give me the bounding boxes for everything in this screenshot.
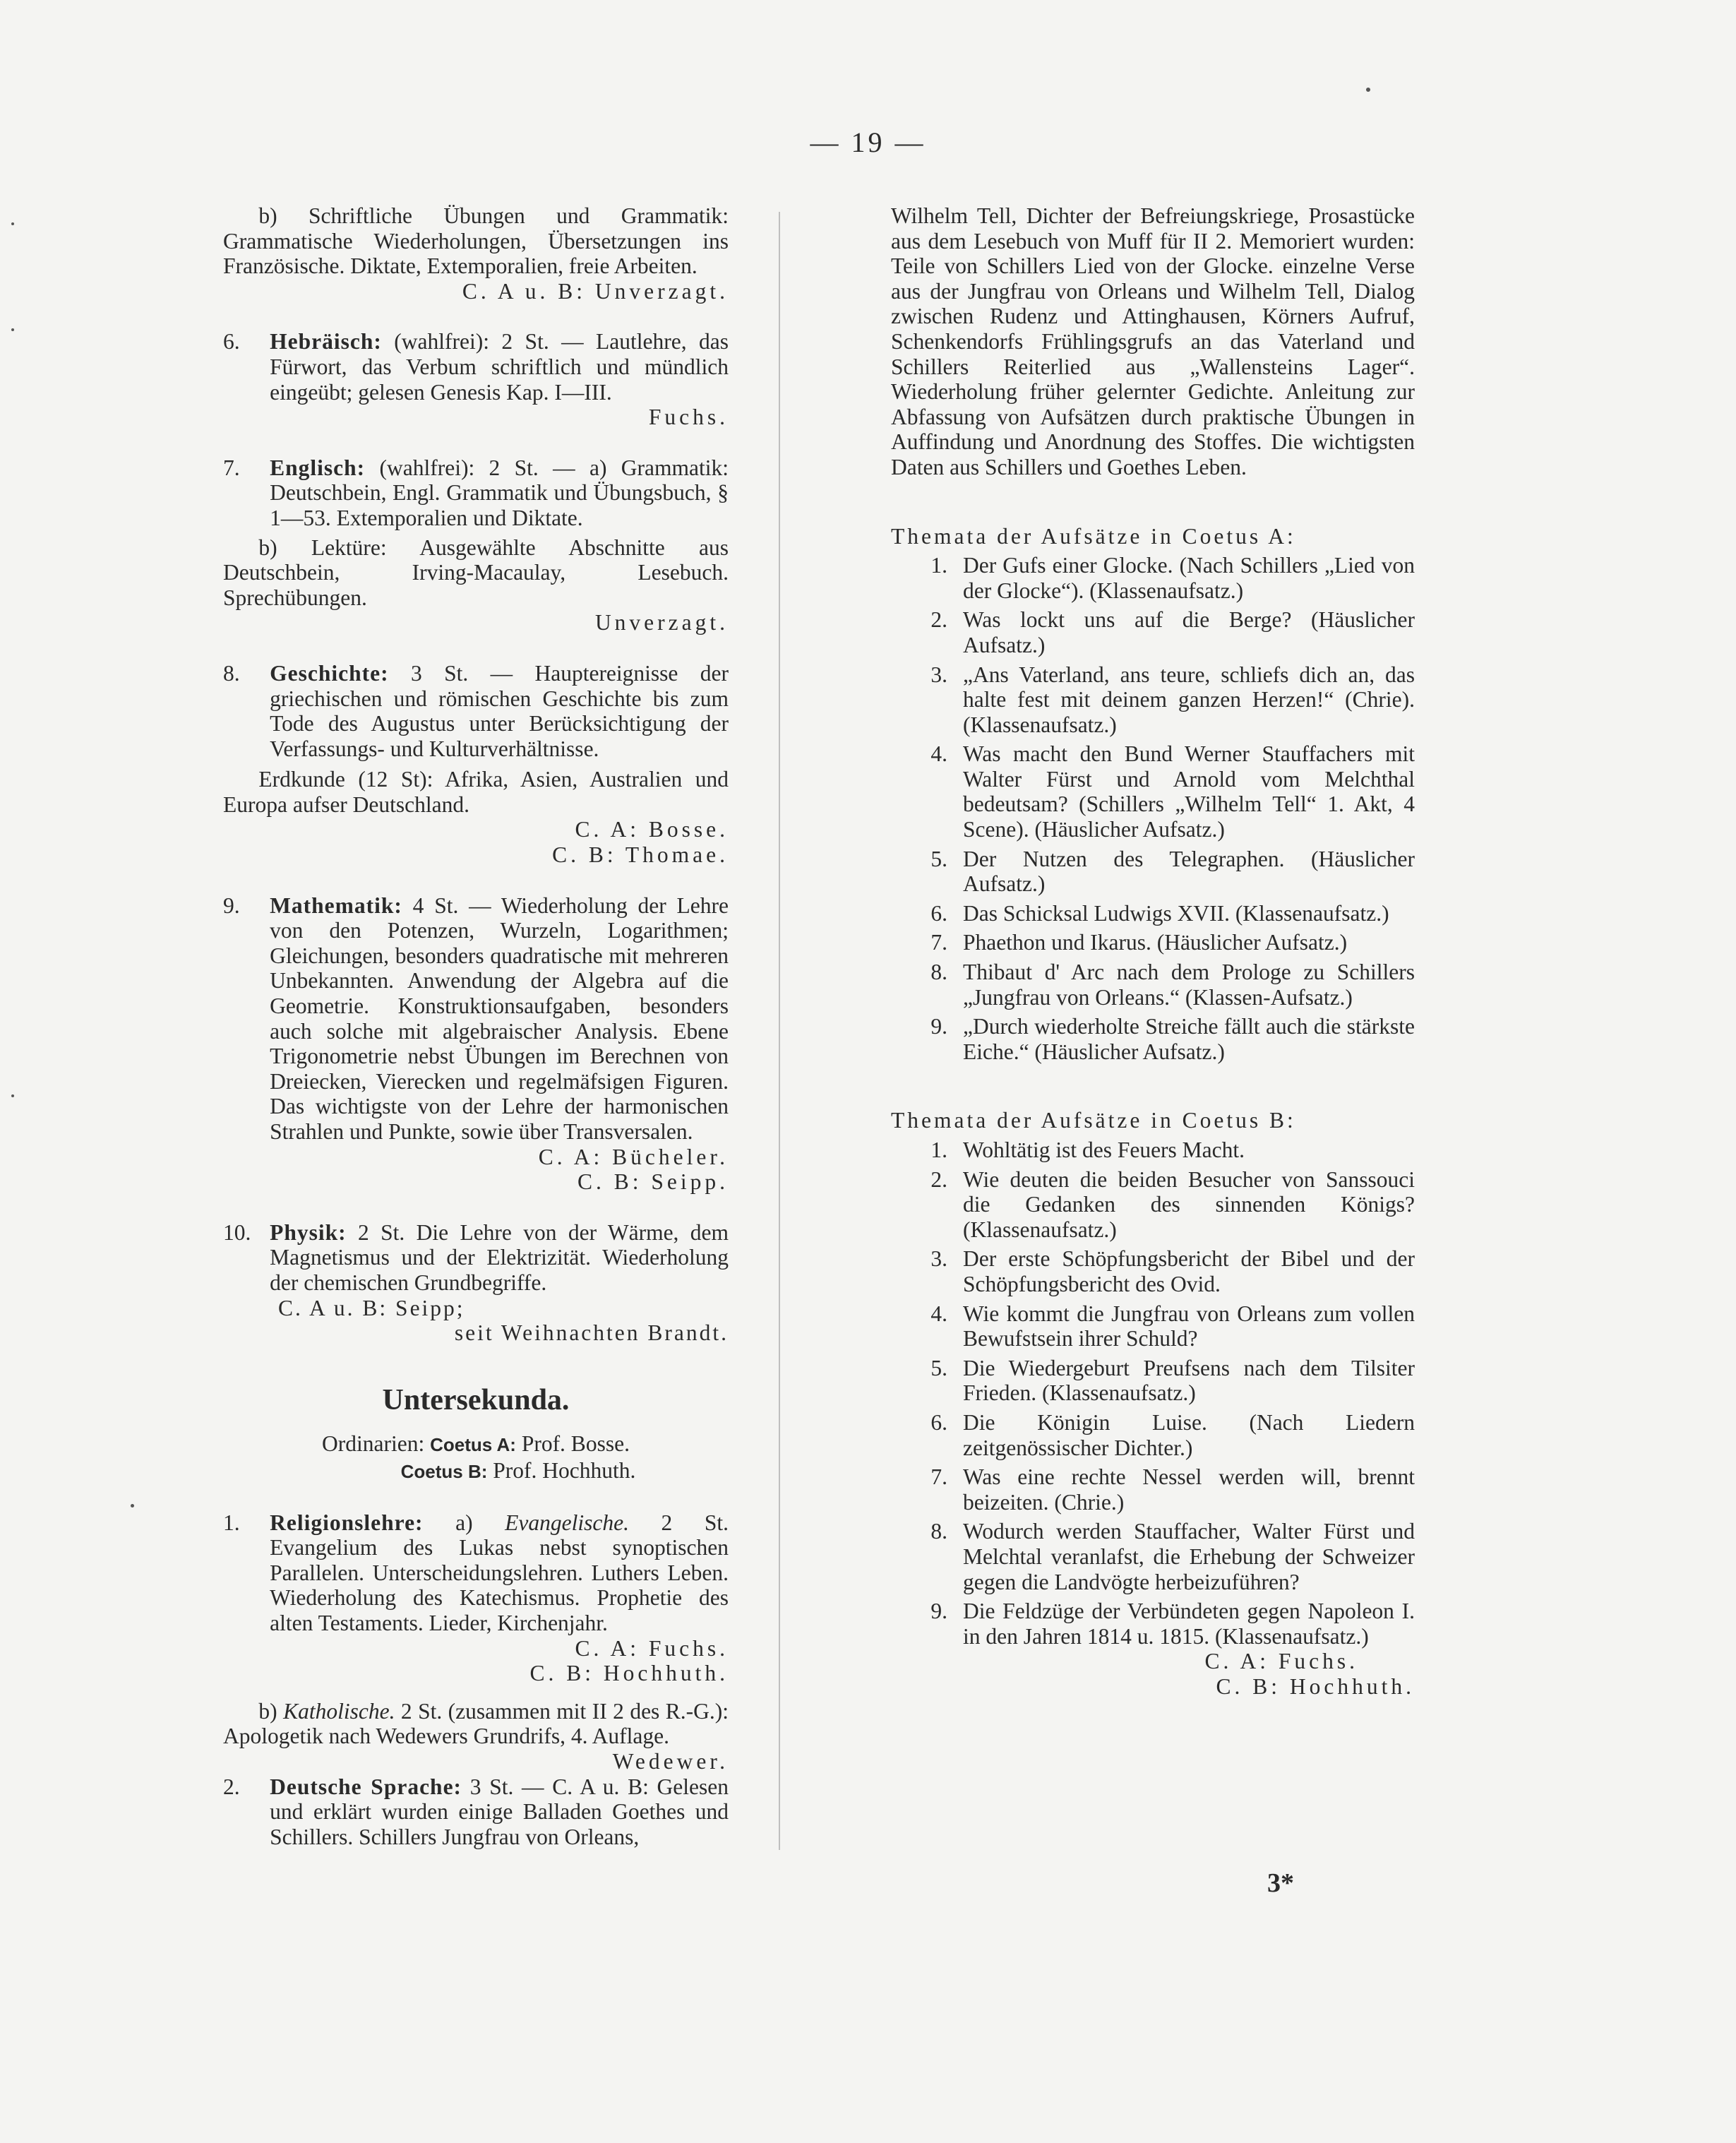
ordinarius-a: Prof. Bosse.	[521, 1431, 630, 1457]
essay-topic	[891, 1464, 1415, 1515]
math-teacher-b: C. B: Seipp.	[577, 1169, 729, 1195]
essay-topic-number: 8.	[930, 960, 947, 985]
essay-topic	[891, 1167, 1415, 1243]
religion-number: 1.	[223, 1510, 240, 1535]
essay-topic	[891, 662, 1415, 738]
essay-topic-number: 5.	[930, 846, 947, 871]
coetus-b-label: Coetus B:	[400, 1460, 488, 1482]
english-number: 7.	[223, 455, 240, 480]
history-section	[223, 661, 729, 761]
speck	[11, 1094, 14, 1097]
left-column	[223, 203, 729, 1850]
essay-topic-text: „Durch wiederholte Streiche fällt auch die stärkste Eiche.“ (Häuslicher Aufsatz.)	[963, 1014, 1415, 1064]
english-teacher: Unverzagt.	[594, 610, 729, 635]
german-continuation: Wilhelm Tell, Dichter der Befreiungskriege, Prosastücke aus dem Lesebuch von Muff für II 2. Memoriert wurden: Teile von Schillers Lied von der Glocke. einzelne Verse aus der Jungfrau von Orleans und Wilhelm Tell, Dialog zwischen Rudenz und Attinghausen, Körners Aufruf, Schenkendorfs Frühlingsgrufs an das Vaterland und Schillers Reiterlied aus „Wallensteins Lager“. Wiederholung früher gelernter Gedichte. Anleitung zur Abfassung von Aufsätzen durch praktische Übungen in Auffindung und Anordnung des Stoffes. Die wichtigsten Daten aus Schillers und Goethes Leben.	[891, 203, 1415, 479]
speck	[131, 1504, 134, 1508]
essay-topic-text: Die Wiedergeburt Preufsens nach dem Tilsiter Frieden. (Klassenaufsatz.)	[963, 1355, 1415, 1406]
essay-topic-text: Was eine rechte Nessel werden will, brennt beizeiten. (Chrie.)	[963, 1464, 1415, 1515]
essay-topic	[891, 1599, 1415, 1649]
essay-topic-text: Der Nutzen des Telegraphen. (Häuslicher Aufsatz.)	[963, 846, 1415, 897]
history-teacher-a: C. A: Bosse.	[575, 817, 729, 842]
english-section	[223, 455, 729, 531]
german-number: 2.	[223, 1774, 240, 1799]
physics-teacher-a: C. A u. B: Seipp;	[278, 1295, 465, 1320]
essay-topic-number: 9.	[930, 1014, 947, 1039]
religion-b-label: b)	[258, 1698, 277, 1724]
german-section	[223, 1774, 729, 1850]
essay-topic-text: Wie kommt die Jungfrau von Orleans zum vollen Bewufstsein ihrer Schuld?	[963, 1301, 1415, 1351]
math-subject: Mathematik:	[270, 893, 402, 918]
hebrew-teacher: Fuchs.	[648, 405, 729, 430]
religion-text: 2 St. Evangelium des Lukas nebst synoptischen Parallelen. Unterscheidungslehren. Luthers Leben. Wiederholung des Katechismus. Prophetie des alten Testaments. Lieder, Kirchenjahr.	[270, 1510, 729, 1635]
french-teacher: C. A u. B: Unverzagt.	[462, 278, 729, 304]
essay-topic-number: 9.	[930, 1599, 947, 1624]
essay-topic	[891, 930, 1415, 955]
essay-topic-text: Das Schicksal Ludwigs XVII. (Klassenaufsatz.)	[963, 900, 1389, 926]
themata-b-title: Themata der Aufsätze in Coetus B:	[891, 1108, 1296, 1133]
essay-topic	[891, 607, 1415, 657]
essay-topic-number: 1.	[930, 553, 947, 578]
essay-topic-number: 3.	[930, 1246, 947, 1272]
math-section	[223, 893, 729, 1145]
themata-b-list	[891, 1138, 1415, 1649]
essay-topic	[891, 1246, 1415, 1296]
essay-topic-text: Wohltätig ist des Feuers Macht.	[963, 1138, 1245, 1162]
religion-a-title: Evangelische.	[505, 1510, 629, 1535]
speck	[11, 222, 14, 225]
themata-a-list	[891, 553, 1415, 1064]
essay-topic	[891, 741, 1415, 842]
column-divider	[779, 212, 780, 1850]
hebrew-text: (wahlfrei): 2 St. — Lautlehre, das Fürwort, das Verbum schriftlich und mündlich eingeübt; gelesen Genesis Kap. I—III.	[270, 329, 729, 405]
english-text: (wahlfrei): 2 St. — a) Grammatik: Deutschbein, Engl. Grammatik und Übungsbuch, § 1—53. Extemporalien und Diktate.	[270, 455, 729, 530]
physics-subject: Physik:	[270, 1219, 347, 1245]
essay-topic-text: Die Königin Luise. (Nach Liedern zeitgenössischer Dichter.)	[963, 1409, 1415, 1460]
coetus-a-label: Coetus A:	[430, 1434, 516, 1456]
sheet-signature: 3*	[1267, 1868, 1294, 1898]
religion-section	[223, 1510, 729, 1636]
physics-text: 2 St. Die Lehre von der Wärme, dem Magnetismus und der Elektrizität. Wiederholung der chemischen Grundbegriffe.	[270, 1219, 729, 1295]
essay-topic	[891, 901, 1415, 926]
essay-topic	[891, 960, 1415, 1010]
essay-topic-number: 7.	[930, 1464, 947, 1490]
math-number: 9.	[223, 893, 240, 918]
essay-topic-number: 6.	[930, 900, 947, 926]
essay-topic-text: Was macht den Bund Werner Stauffachers mit Walter Fürst und Arnold vom Melchthal bedeutsam? (Schillers „Wilhelm Tell“ 1. Akt, 4 Scene). (Häuslicher Aufsatz.)	[963, 741, 1415, 842]
german-subject: Deutsche Sprache:	[270, 1774, 462, 1799]
physics-section	[223, 1220, 729, 1296]
right-column	[891, 203, 1415, 1699]
themata-b-teacher-b: C. B: Hochhuth.	[1216, 1673, 1415, 1699]
essay-topic-number: 4.	[930, 1301, 947, 1326]
essay-topic-number: 5.	[930, 1355, 947, 1380]
geography-text: Erdkunde (12 St): Afrika, Asien, Australien und Europa aufser Deutschland.	[223, 767, 729, 817]
hebrew-section	[223, 329, 729, 405]
themata-b-teacher-a: C. A: Fuchs.	[1204, 1649, 1358, 1674]
german-text: 3 St. — C. A u. B: Gelesen und erklärt wurden einige Balladen Goethes und Schillers. Schillers Jungfrau von Orleans,	[270, 1774, 729, 1850]
french-written-exercises: b) Schriftliche Übungen und Grammatik: Grammatische Wiederholungen, Übersetzungen ins Französische. Diktate, Extemporalien, freie Arbeiten.	[223, 203, 729, 279]
essay-topic	[891, 847, 1415, 897]
essay-topic	[891, 553, 1415, 603]
english-reading: b) Lektüre: Ausgewählte Abschnitte aus Deutschbein, Irving-Macaulay, Lesebuch. Sprechübungen.	[223, 535, 729, 610]
essay-topic	[891, 1519, 1415, 1594]
essay-topic-number: 3.	[930, 662, 947, 687]
essay-topic	[891, 1410, 1415, 1460]
essay-topic-number: 1.	[930, 1138, 947, 1162]
essay-topic-text: Die Feldzüge der Verbündeten gegen Napoleon I. in den Jahren 1814 u. 1815. (Klassenaufsatz.)	[963, 1599, 1415, 1649]
speck	[1366, 88, 1370, 92]
religion-b-title: Katholische.	[283, 1698, 395, 1724]
essay-topic-text: Wodurch werden Stauffacher, Walter Fürst und Melchtal veranlafst, die Erhebung der Schweizer gegen die Landvögte herbeizuführen?	[963, 1519, 1415, 1594]
essay-topic-number: 8.	[930, 1519, 947, 1544]
essay-topic-number: 6.	[930, 1409, 947, 1435]
essay-topic-text: Thibaut d' Arc nach dem Prologe zu Schillers „Jungfrau von Orleans.“ (Klassen-Aufsatz.)	[963, 960, 1415, 1010]
essay-topic-text: Der erste Schöpfungsbericht der Bibel und der Schöpfungsbericht des Ovid.	[963, 1246, 1415, 1296]
history-subject: Geschichte:	[270, 660, 389, 686]
math-text: 4 St. — Wiederholung der Lehre von den Potenzen, Wurzeln, Logarithmen; Gleichungen, besonders quadratische mit mehreren Unbekannten. Anwendung der Algebra auf die Geometrie. Konstruktionsaufgaben, besonders auch solche mit algebraischer Analysis. Ebene Trigonometrie nebst Übungen im Berechnen von Dreiecken, Vierecken und regelmäfsigen Figuren. Das wichtigste von der Lehre der harmonischen Strahlen und Punkte, sowie über Transversalen.	[270, 893, 729, 1144]
history-teacher-b: C. B: Thomae.	[552, 842, 729, 868]
physics-teacher-b: seit Weihnachten Brandt.	[454, 1320, 729, 1346]
religion-b	[223, 1698, 729, 1774]
essay-topic-text: Wie deuten die beiden Besucher von Sanssouci die Gedanken des sinnenden Königs? (Klassenaufsatz.)	[963, 1166, 1415, 1242]
ordinarien-a	[223, 1431, 729, 1458]
essay-topic	[891, 1301, 1415, 1351]
religion-subject: Religionslehre:	[270, 1510, 424, 1535]
essay-topic-text: Was lockt uns auf die Berge? (Häuslicher Aufsatz.)	[963, 607, 1415, 657]
ordinarien-b	[223, 1458, 729, 1485]
essay-topic	[891, 1014, 1415, 1064]
essay-topic-number: 2.	[930, 1166, 947, 1192]
history-text: 3 St. — Hauptereignisse der griechischen und römischen Geschichte bis zum Tode des Augustus unter Berücksichtigung der Verfassungs- und Kulturverhältnisse.	[270, 660, 729, 761]
religion-a-label: a)	[455, 1510, 473, 1535]
math-teacher-a: C. A: Bücheler.	[538, 1144, 729, 1169]
essay-topic-text: Der Gufs einer Glocke. (Nach Schillers „Lied von der Glocke“). (Klassenaufsatz.)	[963, 553, 1415, 603]
english-subject: Englisch:	[270, 455, 366, 480]
essay-topic-number: 2.	[930, 607, 947, 633]
religion-b-text: 2 St. (zusammen mit II 2 des R.-G.): Apologetik nach Wedewers Grundrifs, 4. Auflage.	[223, 1698, 729, 1749]
section-heading: Untersekunda.	[382, 1383, 570, 1416]
essay-topic	[891, 1356, 1415, 1406]
essay-topic-text: „Ans Vaterland, ans teure, schliefs dich an, das halte fest mit deinem ganzen Herzen!“ (Chrie). (Klassenaufsatz.)	[963, 662, 1415, 737]
religion-teacher-b: C. B: Hochhuth.	[529, 1661, 729, 1686]
ordinarius-b: Prof. Hochhuth.	[493, 1457, 636, 1483]
essay-topic-number: 7.	[930, 930, 947, 955]
physics-number: 10.	[223, 1219, 251, 1245]
themata-a-title: Themata der Aufsätze in Coetus A:	[891, 523, 1296, 549]
religion-teacher-a: C. A: Fuchs.	[575, 1635, 729, 1661]
hebrew-number: 6.	[223, 329, 240, 354]
essay-topic-number: 4.	[930, 741, 947, 767]
ordinarien-label: Ordinarien:	[322, 1431, 425, 1457]
essay-topic-text: Phaethon und Ikarus. (Häuslicher Aufsatz.)	[963, 930, 1348, 955]
page-number: — 19 —	[810, 126, 926, 158]
essay-topic	[891, 1138, 1415, 1163]
hebrew-subject: Hebräisch:	[270, 329, 382, 354]
speck	[11, 328, 14, 331]
history-number: 8.	[223, 660, 240, 686]
religion-b-teacher: Wedewer.	[612, 1748, 729, 1774]
